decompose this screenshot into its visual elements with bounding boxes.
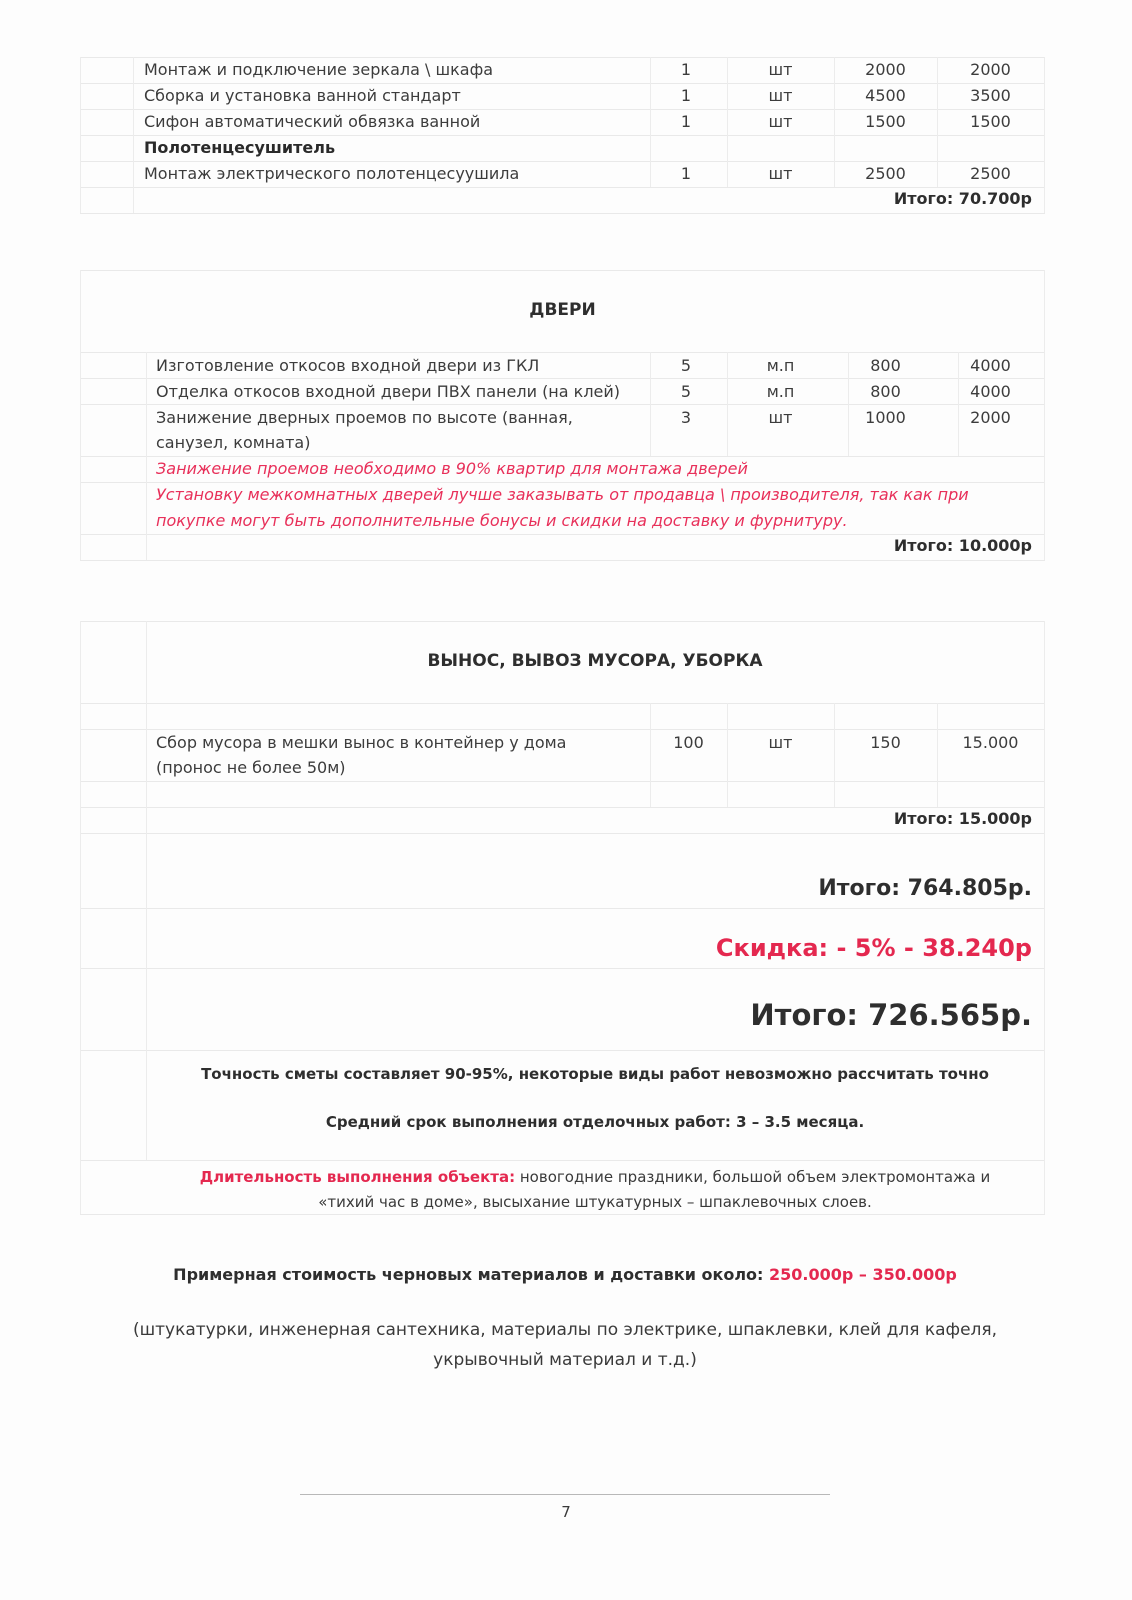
row-sum: 15.000 <box>962 733 1019 752</box>
row-qty: 100 <box>673 733 704 752</box>
doors-note-1: Занижение проемов необходимо в 90% квартир для монтажа дверей <box>156 459 748 478</box>
section-title-trash: ВЫНОС, ВЫВОЗ МУСОРА, УБОРКА <box>427 651 763 671</box>
row-name: Изготовление откосов входной двери из ГКЛ <box>156 356 540 375</box>
row-qty: 1 <box>680 86 692 105</box>
row-unit: шт <box>768 408 793 427</box>
row-name: Монтаж электрического полотенцесуушила <box>144 164 520 183</box>
row-name: Сифон автоматический обвязка ванной <box>144 112 481 131</box>
row-price: 2000 <box>865 60 906 79</box>
materials-range: 250.000р – 350.000р <box>769 1265 957 1284</box>
row-qty: 1 <box>680 112 692 131</box>
doors-note-2: Установку межкомнатных дверей лучше заказывать от продавца \ производителя, так как при <box>156 485 969 504</box>
row-price: 150 <box>870 733 901 752</box>
row-name-line1: Сбор мусора в мешки вынос в контейнер у дома <box>156 733 567 752</box>
row-price: 1500 <box>865 112 906 131</box>
row-name: Отделка откосов входной двери ПВХ панели (на клей) <box>156 382 621 401</box>
section-total: Итого: 10.000р <box>893 536 1032 555</box>
row-unit: шт <box>768 60 793 79</box>
row-name-line1: Занижение дверных проемов по высоте (ванная, <box>156 408 573 427</box>
row-name: Сборка и установка ванной стандарт <box>144 86 461 105</box>
materials-details-line2: укрывочный материал и т.д.) <box>433 1350 697 1370</box>
duration-factors-line1: новогодние праздники, большой объем электромонтажа и <box>515 1168 991 1186</box>
row-qty: 1 <box>680 164 692 183</box>
page-number: 7 <box>561 1503 571 1521</box>
subheader-towel-dryer: Полотенцесушитель <box>144 138 336 157</box>
row-unit: шт <box>768 86 793 105</box>
doors-note-3: покупке могут быть дополнительные бонусы и скидки на доставку и фурнитуру. <box>156 511 848 530</box>
footer-divider <box>300 1494 830 1495</box>
row-qty: 3 <box>680 408 692 427</box>
row-sum: 2000 <box>970 60 1011 79</box>
row-price: 4500 <box>865 86 906 105</box>
row-name-line2: санузел, комната) <box>156 433 311 452</box>
section-total: Итого: 15.000р <box>893 809 1032 828</box>
row-qty: 5 <box>680 356 692 375</box>
row-sum: 1500 <box>970 112 1011 131</box>
row-unit: шт <box>768 112 793 131</box>
row-unit: м.п <box>766 356 795 375</box>
row-unit: шт <box>768 733 793 752</box>
duration-factors <box>150 1165 1040 1215</box>
materials-details-line1: (штукатурки, инженерная сантехника, материалы по электрике, шпаклевки, клей для кафеля, <box>132 1320 998 1340</box>
row-qty: 5 <box>680 382 692 401</box>
row-price: 1000 <box>865 408 906 427</box>
section-title-doors: ДВЕРИ <box>529 300 596 320</box>
section-total: Итого: 70.700р <box>893 189 1032 208</box>
row-price: 800 <box>870 382 901 401</box>
row-qty: 1 <box>680 60 692 79</box>
duration-note: Средний срок выполнения отделочных работ: 3 – 3.5 месяца. <box>325 1113 865 1131</box>
duration-factors-label: Длительность выполнения объекта: <box>199 1168 516 1186</box>
grand-total: Итого: 726.565р. <box>750 998 1032 1032</box>
row-unit: м.п <box>766 382 795 401</box>
row-price: 2500 <box>865 164 906 183</box>
subtotal: Итого: 764.805р. <box>818 876 1032 901</box>
row-price: 800 <box>870 356 901 375</box>
row-name: Монтаж и подключение зеркала \ шкафа <box>144 60 494 79</box>
row-name-line2: (пронос не более 50м) <box>156 758 346 777</box>
row-sum: 2000 <box>970 408 1011 427</box>
row-sum: 3500 <box>970 86 1011 105</box>
accuracy-note: Точность сметы составляет 90-95%, некоторые виды работ невозможно рассчитать точно <box>201 1065 989 1083</box>
duration-factors-line2: «тихий час в доме», высыхание штукатурных – шпаклевочных слоев. <box>318 1193 872 1211</box>
materials-label: Примерная стоимость черновых материалов и доставки около: <box>173 1265 764 1284</box>
row-sum: 4000 <box>970 382 1011 401</box>
row-sum: 4000 <box>970 356 1011 375</box>
row-unit: шт <box>768 164 793 183</box>
row-sum: 2500 <box>970 164 1011 183</box>
discount: Скидка: - 5% - 38.240р <box>715 934 1032 962</box>
